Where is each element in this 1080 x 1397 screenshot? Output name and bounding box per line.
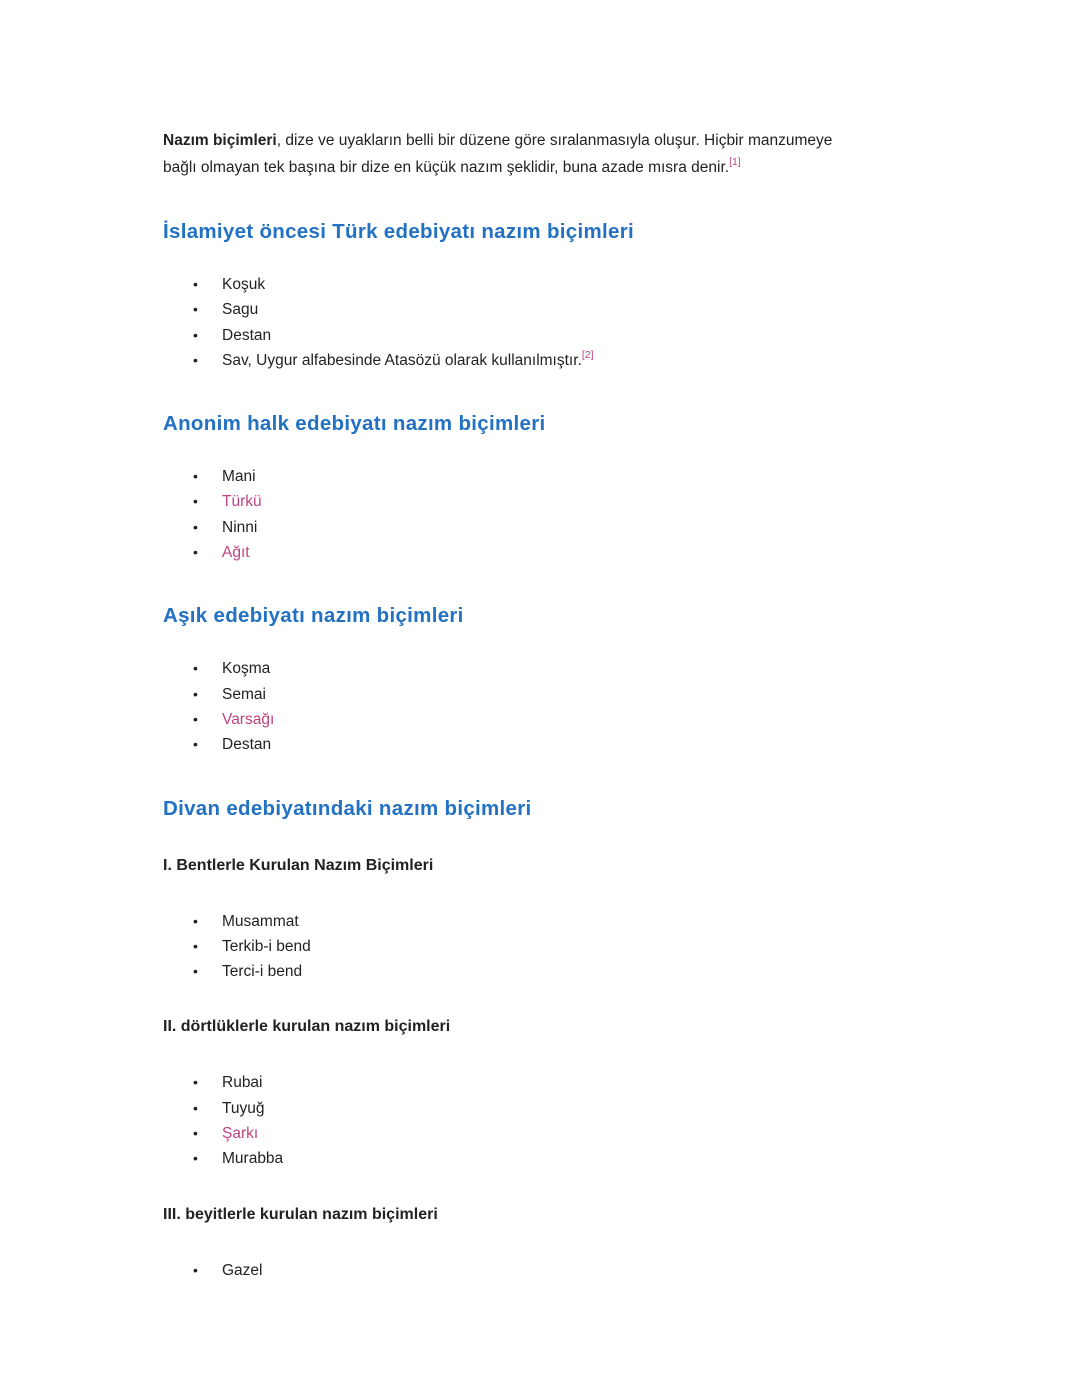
list-asik-edebiyati xyxy=(163,656,1020,757)
list-item xyxy=(163,934,1020,959)
list-item xyxy=(163,464,1020,489)
intro-line2-text: bağlı olmayan tek başına bir dize en küçük nazım şeklidir, buna azade mısra denir. xyxy=(163,159,730,176)
list-item-label: Destan xyxy=(222,736,272,754)
subheading-dortluklerle: II. dörtlüklerle kurulan nazım biçimleri xyxy=(163,1018,451,1036)
list-item xyxy=(163,489,1020,514)
section-heading-islamiyet-oncesi: İslamiyet öncesi Türk edebiyatı nazım biçimleri xyxy=(163,220,634,243)
list-item-label: Semai xyxy=(222,685,266,703)
list-item xyxy=(163,348,1020,373)
footnote-ref-1[interactable]: [1] xyxy=(729,155,741,168)
list-item xyxy=(163,1146,1020,1171)
list-item-label: Rubai xyxy=(222,1074,263,1092)
list-item xyxy=(163,656,1020,681)
list-item xyxy=(163,297,1020,322)
list-item-label: Koşuk xyxy=(222,276,266,293)
list-item-label: Destan xyxy=(222,326,272,344)
list-item xyxy=(163,959,1020,984)
list-item xyxy=(163,272,1020,297)
list-item-label: Sagu xyxy=(222,301,259,319)
list-item xyxy=(163,732,1020,757)
list-item-label: Musammat xyxy=(222,912,299,930)
list-item-label: Sav, Uygur alfabesinde Atasözü olarak kullanılmıştır. xyxy=(222,351,582,369)
list-anonim-halk xyxy=(163,464,1020,565)
list-item xyxy=(163,515,1020,540)
list-item-label: Koşma xyxy=(222,660,271,678)
intro-lead-term: Nazım biçimleri xyxy=(163,132,277,149)
list-item xyxy=(163,707,1020,732)
list-item xyxy=(163,1258,1020,1283)
list-item xyxy=(163,1096,1020,1121)
list-item-label: Murabba xyxy=(222,1150,284,1168)
list-item xyxy=(163,682,1020,707)
link-turku[interactable]: Türkü xyxy=(222,493,262,511)
list-beyitlerle xyxy=(163,1258,1020,1283)
list-islamiyet-oncesi xyxy=(163,272,1020,373)
intro-line1-text: , dize ve uyakların belli bir düzene göre sıralanmasıyla oluşur. Hiçbir manzumeye xyxy=(276,132,833,149)
list-item-label: Terci-i bend xyxy=(222,963,303,981)
list-item-label: Terkib-i bend xyxy=(222,937,311,955)
footnote-ref-2[interactable]: [2] xyxy=(581,348,594,361)
list-item xyxy=(163,323,1020,348)
list-item-label: Mani xyxy=(222,468,256,486)
list-item xyxy=(163,540,1020,565)
list-dortluklerle xyxy=(163,1070,1020,1171)
section-heading-asik-edebiyati: Aşık edebiyatı nazım biçimleri xyxy=(163,604,464,628)
subheading-beyitlerle: III. beyitlerle kurulan nazım biçimleri xyxy=(163,1205,438,1223)
section-heading-divan: Divan edebiyatındaki nazım biçimleri xyxy=(163,796,532,820)
list-item-label: Gazel xyxy=(222,1261,263,1279)
list-item xyxy=(163,1121,1020,1146)
list-bentlerle xyxy=(163,909,1020,985)
link-sarki[interactable]: Şarkı xyxy=(222,1125,259,1143)
section-heading-anonim-halk: Anonim halk edebiyatı nazım biçimleri xyxy=(163,412,546,436)
list-item-label: Tuyuğ xyxy=(222,1099,265,1117)
link-varsagi[interactable]: Varsağı xyxy=(222,710,275,728)
list-item-label: Ninni xyxy=(222,518,258,536)
intro-paragraph xyxy=(163,127,1020,181)
list-item xyxy=(163,909,1020,934)
subheading-bentlerle: I. Bentlerle Kurulan Nazım Biçimleri xyxy=(163,856,434,874)
link-agit[interactable]: Ağıt xyxy=(222,544,250,562)
list-item xyxy=(163,1070,1020,1095)
